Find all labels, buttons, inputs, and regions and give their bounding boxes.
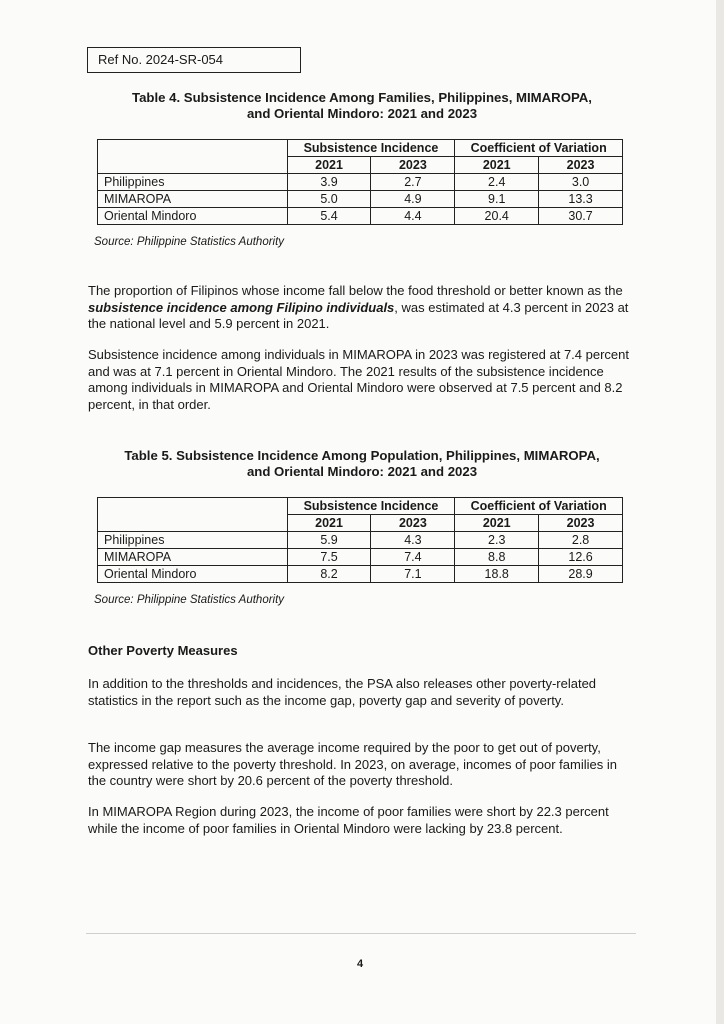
table4-group-header: Subsistence Incidence bbox=[287, 140, 455, 157]
table-cell: 3.9 bbox=[287, 174, 371, 191]
table4-year-header: 2021 bbox=[287, 157, 371, 174]
table-row bbox=[98, 532, 623, 549]
table-cell: 2.7 bbox=[371, 174, 455, 191]
table-cell: 5.4 bbox=[287, 208, 371, 225]
table5-group-header: Subsistence Incidence bbox=[287, 498, 455, 515]
table-cell: 9.1 bbox=[455, 191, 539, 208]
table4-corner-cell bbox=[98, 140, 288, 174]
table4-source-note: Source: Philippine Statistics Authority bbox=[94, 236, 285, 248]
table-cell: 13.3 bbox=[539, 191, 623, 208]
reference-number-box: Ref No. 2024-SR-054 bbox=[87, 47, 301, 73]
row-label: Philippines bbox=[98, 174, 288, 191]
table-row bbox=[98, 549, 623, 566]
table5-year-header: 2023 bbox=[371, 515, 455, 532]
table-cell: 4.9 bbox=[371, 191, 455, 208]
paragraph-mimaropa-income-gap: In MIMAROPA Region during 2023, the income of poor families were short by 22.3 percent while the income of poor families in Oriental Mindoro were lacking by 23.8 percent. bbox=[88, 804, 609, 836]
paragraph-mimaropa-individuals: Subsistence incidence among individuals in MIMAROPA in 2023 was registered at 7.4 percent and was at 7.1 percent in Oriental Mindoro. The 2021 results of the subsistence incidence among individuals in MIMAROPA and Oriental Mindoro were observed at 7.5 percent and 8.2 percent, in that order. bbox=[88, 347, 629, 412]
paragraph-other-measures: In addition to the thresholds and incidences, the PSA also releases other poverty-related statistics in the report such as the income gap, poverty gap and severity of poverty. bbox=[88, 676, 597, 708]
table4-year-header: 2023 bbox=[539, 157, 623, 174]
table-cell: 2.8 bbox=[539, 532, 623, 549]
table5-year-header: 2021 bbox=[455, 515, 539, 532]
table5 bbox=[97, 497, 623, 583]
table-cell: 7.1 bbox=[371, 566, 455, 583]
table-row bbox=[98, 191, 623, 208]
table-cell: 2.4 bbox=[455, 174, 539, 191]
table-cell: 4.4 bbox=[371, 208, 455, 225]
table5-source-note: Source: Philippine Statistics Authority bbox=[94, 594, 285, 606]
table5-year-header: 2021 bbox=[287, 515, 371, 532]
table4-group-header: Coefficient of Variation bbox=[455, 140, 623, 157]
table4-caption-line2: and Oriental Mindoro: 2021 and 2023 bbox=[246, 106, 478, 121]
table5-caption-line2: and Oriental Mindoro: 2021 and 2023 bbox=[246, 464, 478, 479]
table4 bbox=[97, 139, 623, 225]
table-cell: 20.4 bbox=[455, 208, 539, 225]
table-cell: 30.7 bbox=[539, 208, 623, 225]
row-label: Philippines bbox=[98, 532, 288, 549]
table-cell: 7.4 bbox=[371, 549, 455, 566]
table5-group-header: Coefficient of Variation bbox=[455, 498, 623, 515]
footer-divider bbox=[86, 933, 636, 934]
table-cell: 8.8 bbox=[455, 549, 539, 566]
row-label: Oriental Mindoro bbox=[98, 566, 288, 583]
paragraph-text: The proportion of Filipinos whose income fall below the food threshold or better known as the bbox=[88, 283, 623, 298]
row-label: Oriental Mindoro bbox=[98, 208, 288, 225]
table5-caption-line1: Table 5. Subsistence Incidence Among Population, Philippines, MIMAROPA, bbox=[124, 448, 600, 463]
table4-year-header: 2023 bbox=[371, 157, 455, 174]
paragraph-subsistence-individuals bbox=[88, 283, 636, 333]
table-cell: 28.9 bbox=[539, 566, 623, 583]
section-heading: Other Poverty Measures bbox=[88, 643, 238, 658]
emphasized-term: subsistence incidence among Filipino individuals bbox=[88, 299, 395, 315]
table-cell: 5.9 bbox=[287, 532, 371, 549]
table-cell: 2.3 bbox=[455, 532, 539, 549]
page-edge bbox=[716, 0, 724, 1024]
table4-caption-line1: Table 4. Subsistence Incidence Among Families, Philippines, MIMAROPA, bbox=[132, 90, 592, 105]
table-row bbox=[98, 566, 623, 583]
paragraph-income-gap: The income gap measures the average income required by the poor to get out of poverty, expressed relative to the poverty threshold. In 2023, on average, incomes of poor families in the country were short by 20.6 percent of the poverty threshold. bbox=[88, 740, 617, 788]
table-row bbox=[98, 174, 623, 191]
table-cell: 12.6 bbox=[539, 549, 623, 566]
table-cell: 4.3 bbox=[371, 532, 455, 549]
row-label: MIMAROPA bbox=[98, 549, 288, 566]
table-cell: 7.5 bbox=[287, 549, 371, 566]
table5-corner-cell bbox=[98, 498, 288, 532]
table-row bbox=[98, 208, 623, 225]
table-cell: 5.0 bbox=[287, 191, 371, 208]
table5-year-header: 2023 bbox=[539, 515, 623, 532]
row-label: MIMAROPA bbox=[98, 191, 288, 208]
table-cell: 3.0 bbox=[539, 174, 623, 191]
paragraph-text: , was estimated at 4.3 percent in 2023 at the national level and 5.9 percent in 2021. bbox=[88, 299, 629, 331]
table-cell: 18.8 bbox=[455, 566, 539, 583]
page-number: 4 bbox=[356, 958, 364, 970]
table4-year-header: 2021 bbox=[455, 157, 539, 174]
table-cell: 8.2 bbox=[287, 566, 371, 583]
